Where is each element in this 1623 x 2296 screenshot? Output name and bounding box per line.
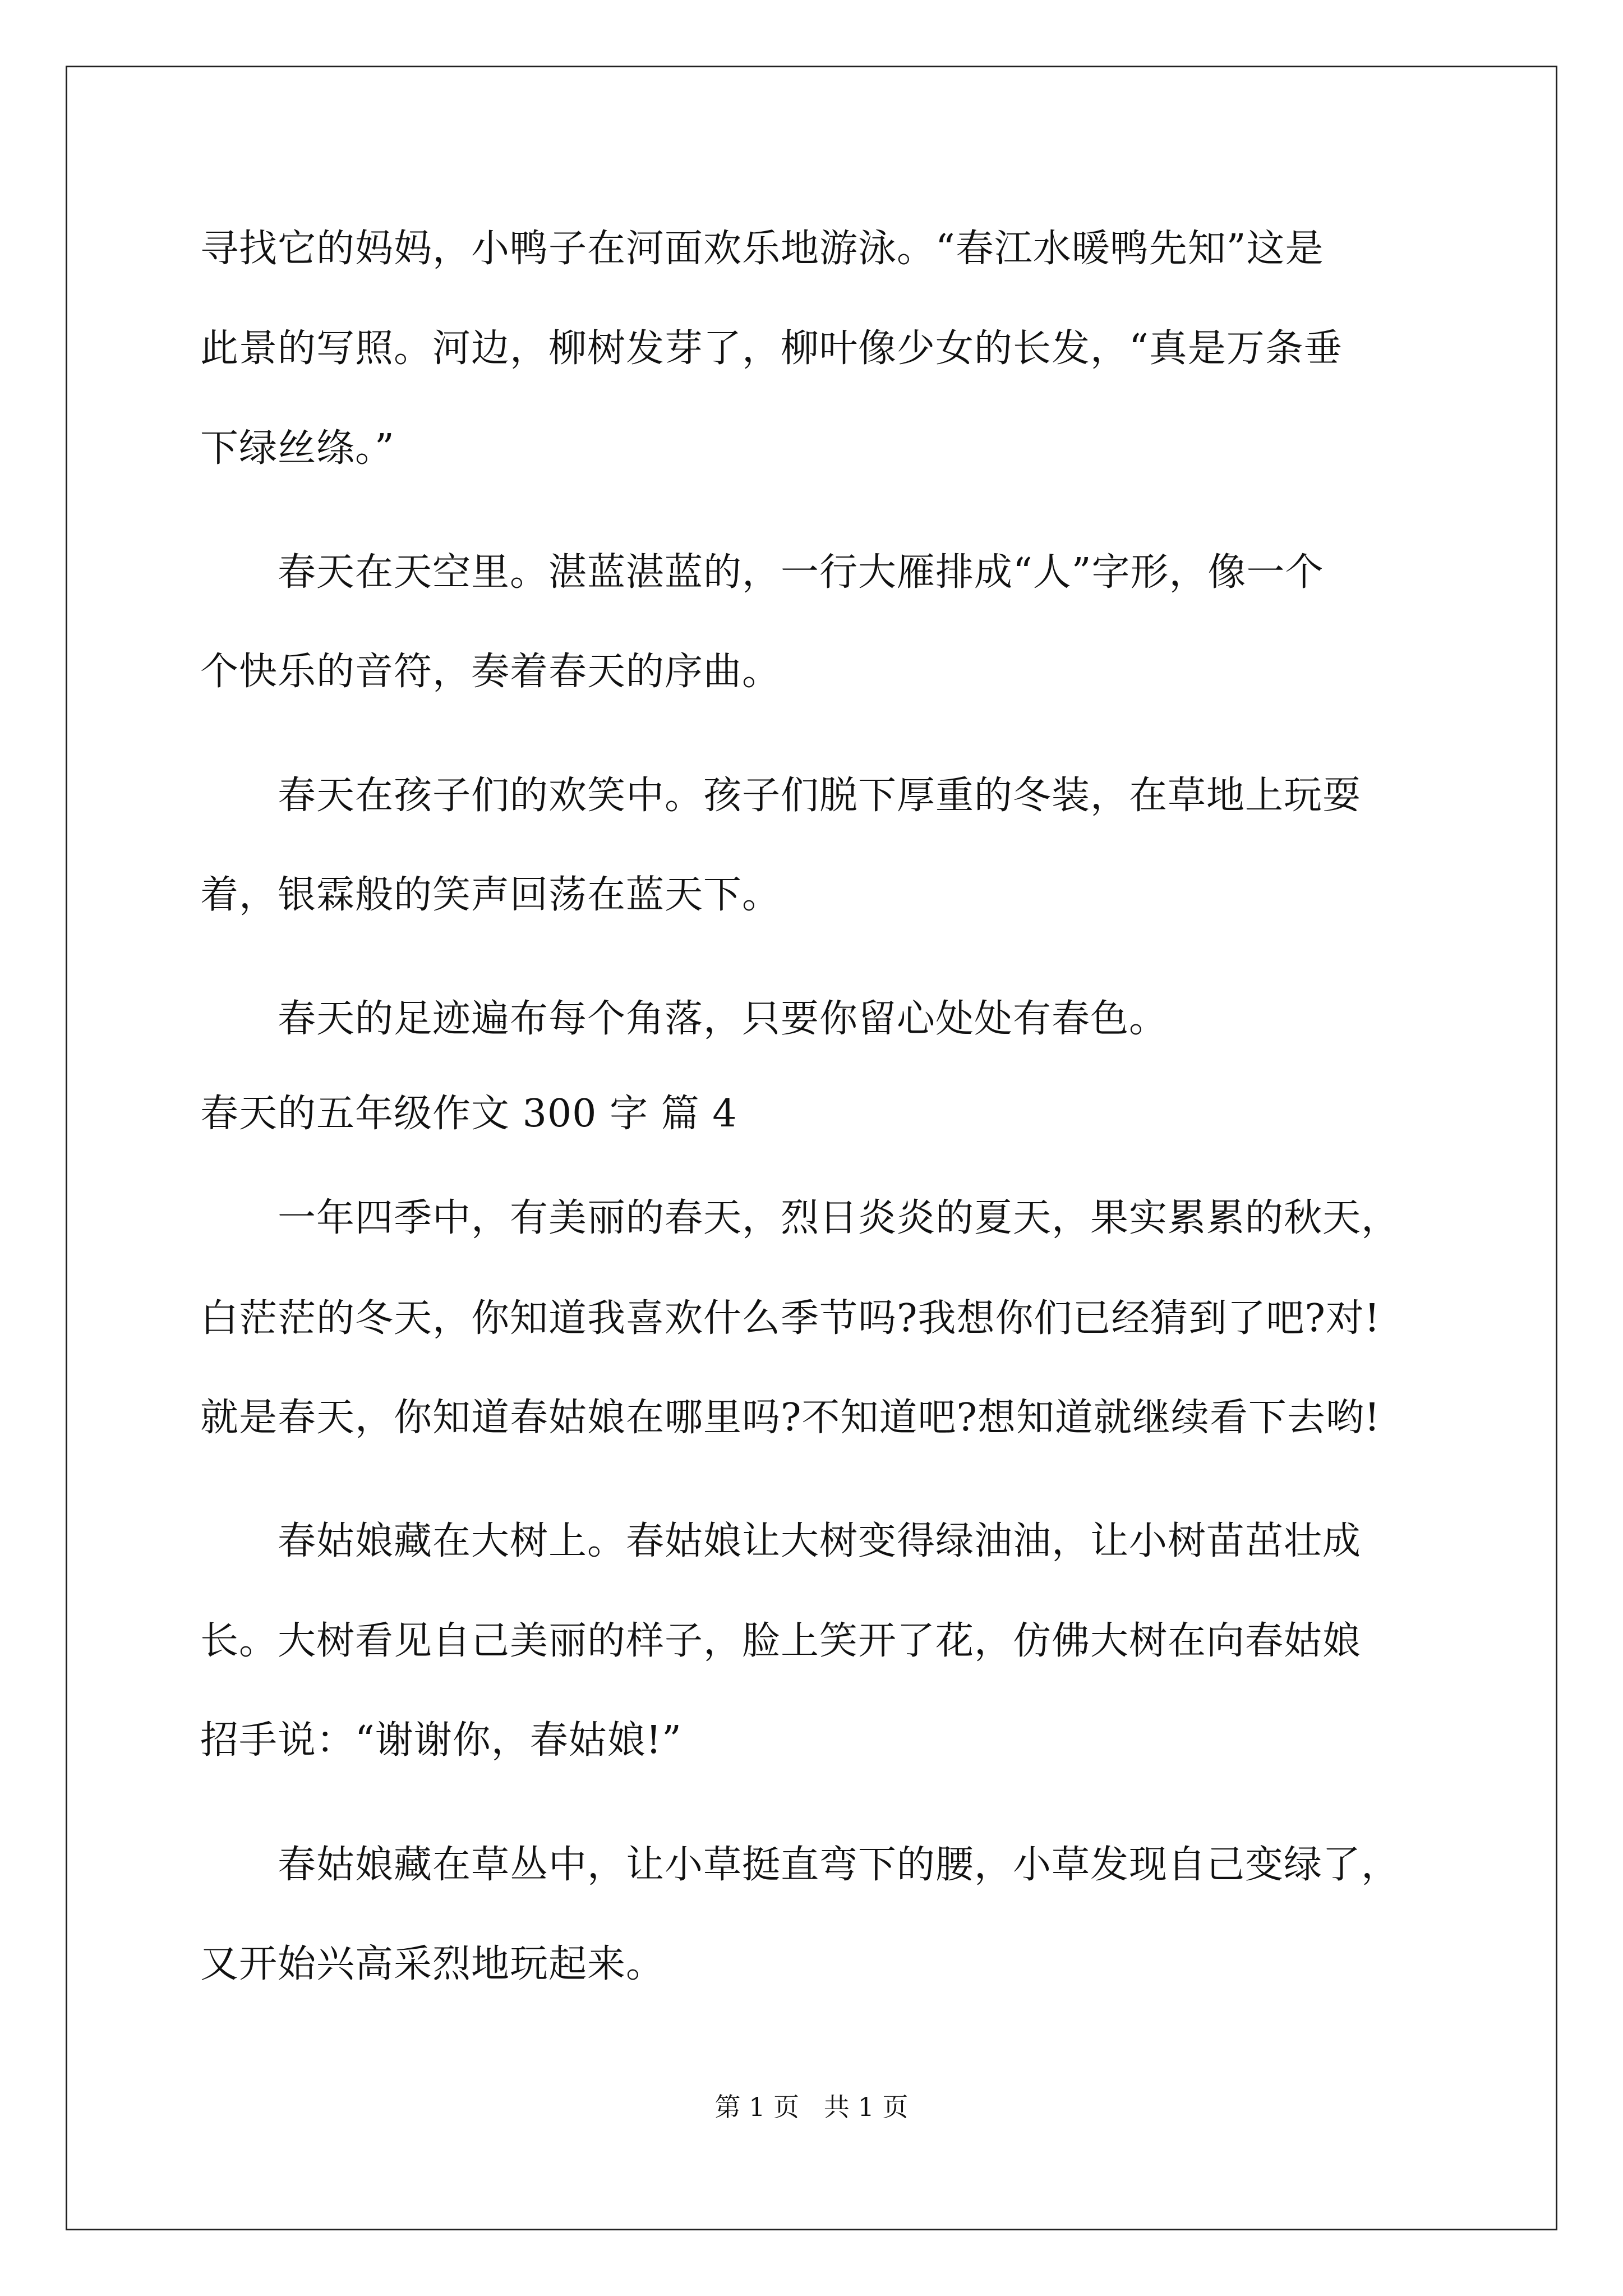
text-line: 春姑娘藏在草丛中，让小草挺直弯下的腰，小草发现自己变绿了， — [200, 1843, 1400, 1887]
text-line: 春天的足迹遍布每个角落，只要你留心处处有春色。 — [200, 997, 1168, 1041]
text-line: 个快乐的音符，奏着春天的序曲。 — [200, 650, 781, 694]
text-line: 一年四季中，有美丽的春天，烈日炎炎的夏天，果实累累的秋天， — [200, 1196, 1400, 1240]
text-line: 春天在孩子们的欢笑中。孩子们脱下厚重的冬装，在草地上玩耍 — [200, 774, 1362, 818]
text-line: 寻找它的妈妈，小鸭子在河面欢乐地游泳。“春江水暖鸭先知”这是 — [200, 227, 1324, 271]
text-line: 就是春天，你知道春姑娘在哪里吗?不知道吧?想知道就继续看下去哟! — [200, 1396, 1381, 1440]
text-line: 春天在天空里。湛蓝湛蓝的，一行大雁排成“人”字形，像一个 — [200, 550, 1324, 595]
text-line: 招手说：“谢谢你，春姑娘!” — [200, 1718, 682, 1763]
text-line: 春姑娘藏在大树上。春姑娘让大树变得绿油油，让小树苗茁壮成 — [200, 1519, 1362, 1563]
text-line: 此景的写照。河边，柳树发芽了，柳叶像少女的长发，“真是万条垂 — [200, 326, 1343, 371]
section-heading: 春天的五年级作文 300 字 篇 4 — [200, 1092, 737, 1136]
text-line: 又开始兴高采烈地玩起来。 — [200, 1942, 665, 1986]
text-line: 长。大树看见自己美丽的样子，脸上笑开了花，仿佛大树在向春姑娘 — [200, 1619, 1362, 1663]
text-line: 下绿丝绦。” — [200, 426, 395, 471]
page-border — [66, 66, 1557, 2230]
text-line: 白茫茫的冬天，你知道我喜欢什么季节吗?我想你们已经猜到了吧?对! — [200, 1296, 1381, 1341]
text-line: 着，银霖般的笑声回荡在蓝天下。 — [200, 873, 781, 917]
page-footer: 第 1 页 共 1 页 — [714, 2092, 909, 2122]
